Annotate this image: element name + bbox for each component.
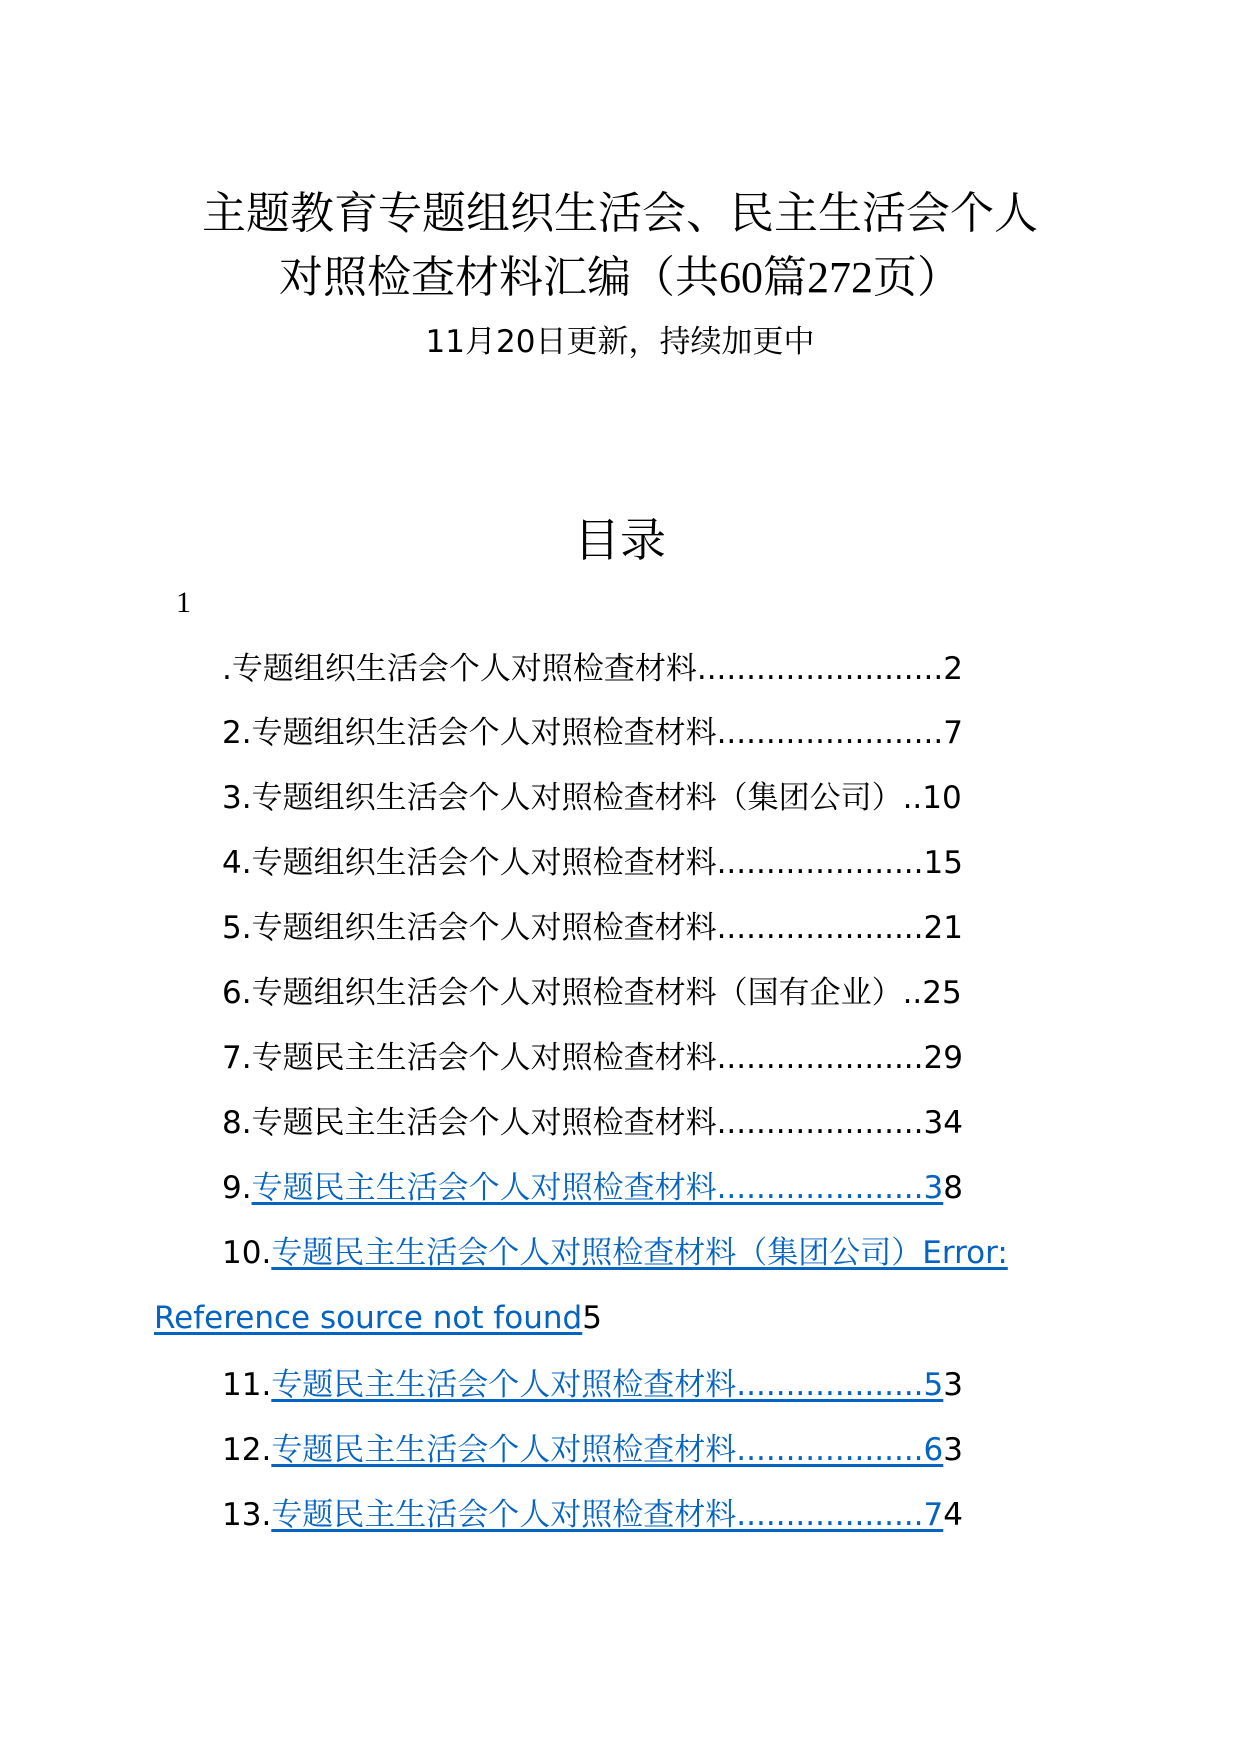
toc-entry-link[interactable]: 专题民主生活会个人对照检查材料...................7 bbox=[271, 1497, 944, 1533]
toc-entry-number: 13. bbox=[222, 1497, 272, 1533]
toc-entry-text: 2.专题组织生活会个人对照检查材料.......................7 bbox=[222, 715, 963, 751]
toc-entry-link[interactable]: 专题民主生活会个人对照检查材料（集团公司）Error: bbox=[271, 1235, 1008, 1271]
toc-entry-number: 9. bbox=[222, 1170, 252, 1206]
document-title-line-1: 主题教育专题组织生活会、民主生活会个人 bbox=[202, 188, 1038, 239]
toc-entry-page: 4 bbox=[943, 1497, 963, 1533]
toc-entry-text: 8.专题民主生活会个人对照检查材料.....................34 bbox=[222, 1105, 963, 1141]
title-part: 对照检查材料汇编（共 bbox=[279, 252, 719, 303]
toc-entry-text: .专题组织生活会个人对照检查材料.........................2 bbox=[222, 651, 963, 687]
document-title-line-2 bbox=[0, 250, 1240, 306]
toc-entry bbox=[222, 972, 962, 1014]
toc-entry-text: 5.专题组织生活会个人对照检查材料.....................21 bbox=[222, 910, 963, 946]
toc-entry bbox=[222, 1429, 963, 1471]
toc-entry bbox=[222, 1232, 1008, 1274]
title-part: 篇 bbox=[763, 252, 807, 303]
toc-entry-link[interactable]: Reference source not found bbox=[154, 1300, 583, 1336]
toc-entry-page: 5 bbox=[582, 1300, 602, 1336]
toc-entry-link[interactable]: 专题民主生活会个人对照检查材料...................6 bbox=[271, 1432, 944, 1468]
toc-entry-text: 3.专题组织生活会个人对照检查材料（集团公司）..10 bbox=[222, 780, 962, 816]
toc-entry-page: 8 bbox=[943, 1170, 963, 1206]
stray-number: 1 bbox=[176, 586, 191, 619]
title-count: 60 bbox=[719, 253, 763, 302]
title-pages: 272 bbox=[807, 253, 873, 302]
toc-entry bbox=[222, 907, 963, 949]
toc-entry-page: 3 bbox=[943, 1432, 963, 1468]
toc-entry bbox=[222, 1364, 963, 1406]
toc-entry-text: 4.专题组织生活会个人对照检查材料.....................15 bbox=[222, 845, 963, 881]
toc-entry-continuation bbox=[154, 1297, 602, 1339]
toc-entry-number: 11. bbox=[222, 1367, 272, 1403]
toc-entry bbox=[222, 842, 963, 884]
toc-entry bbox=[222, 777, 962, 819]
toc-entry bbox=[222, 1037, 963, 1079]
toc-entry-page: 3 bbox=[943, 1367, 963, 1403]
toc-entry-link[interactable]: 专题民主生活会个人对照检查材料.....................3 bbox=[251, 1170, 944, 1206]
toc-entry bbox=[222, 648, 963, 690]
toc-entry bbox=[222, 712, 963, 754]
title-part: 页） bbox=[873, 252, 961, 303]
document-subtitle: 11月20日更新，持续加更中 bbox=[425, 324, 815, 360]
toc-entry bbox=[222, 1102, 963, 1144]
toc-entry-text: 6.专题组织生活会个人对照检查材料（国有企业）..25 bbox=[222, 975, 962, 1011]
toc-entry-number: 12. bbox=[222, 1432, 272, 1468]
toc-entry bbox=[222, 1494, 963, 1536]
toc-entry-number: 10. bbox=[222, 1235, 272, 1271]
toc-entry bbox=[222, 1167, 963, 1209]
toc-entry-link[interactable]: 专题民主生活会个人对照检查材料...................5 bbox=[271, 1367, 944, 1403]
toc-entry-text: 7.专题民主生活会个人对照检查材料.....................29 bbox=[222, 1040, 963, 1076]
toc-heading: 目录 bbox=[574, 513, 666, 567]
